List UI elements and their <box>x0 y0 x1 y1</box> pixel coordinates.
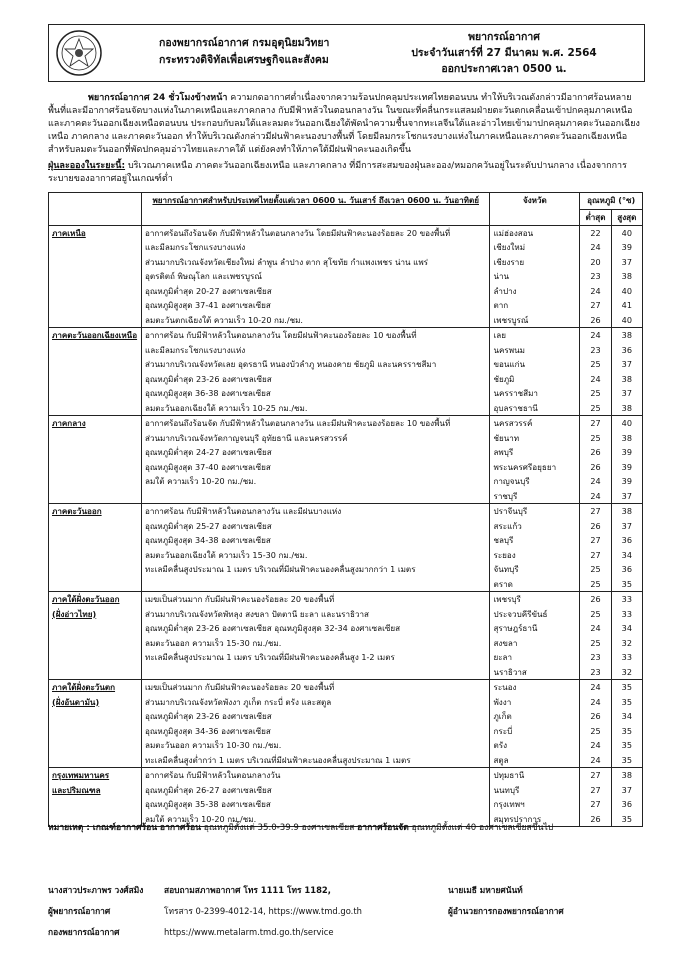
forecast-detail: ลมตะวันออกเฉียงใต้ ความเร็ว 10-25 กม./ชม. <box>142 401 490 416</box>
forecaster-division: กองพยากรณ์อากาศ <box>48 927 120 937</box>
contact-info <box>164 880 362 943</box>
province-name: สงขลา <box>490 636 580 651</box>
document-title: พยากรณ์อากาศ <box>468 31 540 43</box>
table-row <box>49 695 643 710</box>
forecast-detail: ส่วนมากบริเวณจังหวัดพัทลุง สงขลา ปัตตานี ยะลา และนราธิวาส <box>142 607 490 622</box>
forecast-detail: อุณหภูมิสูงสุด 34-38 องศาเซลเซียส <box>142 533 490 548</box>
province-name: สมุทรปราการ <box>490 812 580 827</box>
table-row <box>49 607 643 622</box>
province-name: กาญจนบุรี <box>490 474 580 489</box>
forecast-detail: อุณหภูมิสูงสุด 34-36 องศาเซลเซียส <box>142 724 490 739</box>
forecast-detail: อุณหภูมิต่ำสุด 23-26 องศาเซลเซียส อุณหภูมิสูงสุด 32-34 องศาเซลเซียส <box>142 621 490 636</box>
province-name: ประจวบคีรีขันธ์ <box>490 607 580 622</box>
high-temp: 40 <box>611 225 642 240</box>
forecast-detail: อากาศร้อน กับมีฟ้าหลัวในตอนกลางวัน โดยมีฝนฟ้าคะนองร้อยละ 10 ของพื้นที่ <box>142 328 490 343</box>
issue-date: ประจำวันเสาร์ที่ 27 มีนาคม พ.ศ. 2564 <box>411 47 597 59</box>
high-temp: 39 <box>611 445 642 460</box>
high-temp: 40 <box>611 284 642 299</box>
region-name: ภาคเหนือ <box>52 227 86 238</box>
contact-service-link[interactable]: https://www.metalarm.tmd.go.th/service <box>164 927 334 937</box>
table-row <box>49 548 643 563</box>
low-temp: 23 <box>580 650 611 665</box>
org-line-2: กระทรวงดิจิทัลเพื่อเศรษฐกิจและสังคม <box>159 54 329 66</box>
forecast-detail: อากาศร้อน กับมีฟ้าหลัวในตอนกลางวัน <box>142 768 490 783</box>
director-signature <box>448 880 564 922</box>
hot-label: อากาศร้อน <box>159 823 202 833</box>
low-temp: 25 <box>580 577 611 592</box>
low-temp: 24 <box>580 284 611 299</box>
low-temp: 25 <box>580 562 611 577</box>
dust-warning-text: บริเวณภาคเหนือ ภาคตะวันออกเฉียงเหนือ และภาคกลาง ที่มีการสะสมของฝุ่นละออง/หมอกควันอยู่ในระดับปานกลาง เนื่องจากการระบายของอากาศอยู่ในเกณฑ์ต่ำ <box>48 161 627 184</box>
forecaster-signature <box>48 880 143 943</box>
forecast-detail: อุณหภูมิสูงสุด 37-40 องศาเซลเซียส <box>142 460 490 475</box>
high-temp: 38 <box>611 504 642 519</box>
issue-info <box>404 29 604 77</box>
province-name: เลย <box>490 328 580 343</box>
low-temp: 23 <box>580 269 611 284</box>
low-temp: 26 <box>580 812 611 827</box>
high-temp: 36 <box>611 533 642 548</box>
high-temp: 33 <box>611 592 642 607</box>
region-name: กรุงเทพมหานคร <box>52 770 110 780</box>
table-row <box>49 753 643 768</box>
high-temp: 37 <box>611 489 642 504</box>
temperature-criteria-note <box>48 822 645 834</box>
table-row <box>49 636 643 651</box>
high-temp: 38 <box>611 269 642 284</box>
table-row <box>49 650 643 665</box>
high-temp: 34 <box>611 709 642 724</box>
table-row <box>49 577 643 592</box>
region-name: และปริมณฑล <box>52 784 101 795</box>
province-name: นครพนม <box>490 343 580 358</box>
low-temp: 27 <box>580 504 611 519</box>
very-hot-label: อากาศร้อนจัด <box>357 823 409 833</box>
low-temp: 24 <box>580 240 611 255</box>
high-temp: 35 <box>611 812 642 827</box>
contact-fax-website[interactable]: โทรสาร 0-2399-4012-14, https://www.tmd.go.th <box>164 906 362 916</box>
forecast-detail: อุณหภูมิสูงสุด 35-38 องศาเซลเซียส <box>142 797 490 812</box>
low-temp: 25 <box>580 401 611 416</box>
org-line-1: กองพยากรณ์อากาศ กรมอุตุนิยมวิทยา <box>159 37 330 49</box>
high-temp: 39 <box>611 240 642 255</box>
high-temp: 33 <box>611 650 642 665</box>
forecast-detail: และมีลมกระโชกแรงบางแห่ง <box>142 343 490 358</box>
table-row <box>49 284 643 299</box>
province-name: กรุงเทพฯ <box>490 797 580 812</box>
temperature-header: อุณหภูมิ (°ซ) <box>580 193 643 210</box>
high-temp: 37 <box>611 783 642 798</box>
province-name: แม่ฮ่องสอน <box>490 225 580 240</box>
table-row <box>49 562 643 577</box>
province-name: นครสวรรค์ <box>490 416 580 431</box>
low-temp: 22 <box>580 225 611 240</box>
high-temp: 38 <box>611 372 642 387</box>
table-row <box>49 357 643 372</box>
forecast-detail: เมฆเป็นส่วนมาก กับมีฝนฟ้าคะนองร้อยละ 20 ของพื้นที่ <box>142 592 490 607</box>
forecast-detail: อุณหภูมิต่ำสุด 25-27 องศาเซลเซียส <box>142 519 490 534</box>
table-row <box>49 372 643 387</box>
forecast-detail: อุตรดิตถ์ พิษณุโลก และเพชรบูรณ์ <box>142 269 490 284</box>
low-temp: 25 <box>580 386 611 401</box>
low-temp: 20 <box>580 255 611 270</box>
high-temp: 40 <box>611 416 642 431</box>
forecast-detail: อุณหภูมิสูงสุด 37-41 องศาเซลเซียส <box>142 298 490 313</box>
high-temp: 33 <box>611 607 642 622</box>
regional-forecast-table <box>48 192 643 827</box>
forecast-detail: เมฆเป็นส่วนมาก กับมีฝนฟ้าคะนองร้อยละ 20 ของพื้นที่ <box>142 680 490 695</box>
low-temp: 26 <box>580 592 611 607</box>
forecast-detail: ส่วนมากบริเวณจังหวัดเชียงใหม่ ลำพูน ลำปาง ตาก สุโขทัย กำแพงเพชร น่าน แพร่ <box>142 255 490 270</box>
table-row <box>49 386 643 401</box>
table-row <box>49 240 643 255</box>
note-label: หมายเหตุ : เกณฑ์อากาศร้อน <box>48 823 158 833</box>
low-temp: 24 <box>580 680 611 695</box>
province-name: ตาก <box>490 298 580 313</box>
high-temp: 38 <box>611 431 642 446</box>
high-temp: 34 <box>611 548 642 563</box>
forecast-detail: ทะเลมีคลื่นสูงประมาณ 1 เมตร บริเวณที่มีฝนฟ้าคะนองคลื่นสูงมากกว่า 1 เมตร <box>142 562 490 577</box>
table-row <box>49 621 643 636</box>
table-row <box>49 269 643 284</box>
province-name: ตราด <box>490 577 580 592</box>
forecast-detail: ทะเลมีคลื่นสูงต่ำกว่า 1 เมตร บริเวณที่มีฝนฟ้าคะนองคลื่นสูงประมาณ 1 เมตร <box>142 753 490 768</box>
low-temp: 25 <box>580 724 611 739</box>
province-name: ภูเก็ต <box>490 709 580 724</box>
table-row <box>49 328 643 343</box>
low-temp: 25 <box>580 636 611 651</box>
low-temp: 24 <box>580 695 611 710</box>
forecast-detail: อากาศร้อนถึงร้อนจัด กับมีฟ้าหลัวในตอนกลางวัน โดยมีฝนฟ้าคะนองร้อยละ 20 ของพื้นที่ <box>142 225 490 240</box>
high-temp: 37 <box>611 519 642 534</box>
table-row <box>49 416 643 431</box>
forecast-detail <box>142 489 490 504</box>
low-temp: 24 <box>580 738 611 753</box>
table-row <box>49 445 643 460</box>
low-temp: 23 <box>580 343 611 358</box>
high-temp: 32 <box>611 636 642 651</box>
province-name: พระนครศรีอยุธยา <box>490 460 580 475</box>
province-name: นราธิวาส <box>490 665 580 680</box>
province-name: ยะลา <box>490 650 580 665</box>
director-name: นายเมธี มหายศนันท์ <box>448 885 523 895</box>
table-row <box>49 783 643 798</box>
low-temp: 24 <box>580 489 611 504</box>
forecast-detail: อุณหภูมิต่ำสุด 26-27 องศาเซลเซียส <box>142 783 490 798</box>
forecast-detail: ลมตะวันตกเฉียงใต้ ความเร็ว 10-20 กม./ชม. <box>142 313 490 328</box>
forecast-table-body <box>49 225 643 827</box>
forecast-detail: และมีลมกระโชกแรงบางแห่ง <box>142 240 490 255</box>
high-temp: 36 <box>611 343 642 358</box>
high-temp: 37 <box>611 386 642 401</box>
dust-warning <box>48 160 645 186</box>
high-temp: 39 <box>611 474 642 489</box>
province-name: สตูล <box>490 753 580 768</box>
high-temp: 34 <box>611 621 642 636</box>
table-row <box>49 474 643 489</box>
low-temp: 24 <box>580 328 611 343</box>
forecaster-name: นางสาวประภาพร วงศ์สมิง <box>48 885 144 895</box>
province-name: เพชรบูรณ์ <box>490 313 580 328</box>
low-temp: 26 <box>580 313 611 328</box>
province-name: สุราษฎร์ธานี <box>490 621 580 636</box>
region-name: ภาคตะวันออก <box>52 506 102 516</box>
province-name: ชัยนาท <box>490 431 580 446</box>
table-row <box>49 504 643 519</box>
province-name: เชียงใหม่ <box>490 240 580 255</box>
low-temp: 25 <box>580 607 611 622</box>
high-temp: 37 <box>611 357 642 372</box>
high-temp: 38 <box>611 768 642 783</box>
forecast-detail: ทะเลมีคลื่นสูงประมาณ 1 เมตร บริเวณที่มีฝนฟ้าคะนองคลื่นสูง 1-2 เมตร <box>142 650 490 665</box>
forecast-detail: ลมตะวันออก ความเร็ว 15-30 กม./ชม. <box>142 636 490 651</box>
low-temp: 24 <box>580 372 611 387</box>
province-name: ระนอง <box>490 680 580 695</box>
document-header <box>48 24 645 82</box>
province-header: จังหวัด <box>490 193 580 210</box>
forecast-detail: อากาศร้อน กับมีฟ้าหลัวในตอนกลางวัน และมีฝนบางแห่ง <box>142 504 490 519</box>
low-temp: 27 <box>580 548 611 563</box>
region-name: (ฝั่งอ่าวไทย) <box>52 608 97 619</box>
organization-name <box>159 35 329 69</box>
province-name: กระบี่ <box>490 724 580 739</box>
director-role: ผู้อำนวยการกองพยากรณ์อากาศ <box>448 906 564 916</box>
low-temp: 24 <box>580 474 611 489</box>
table-row <box>49 489 643 504</box>
high-temp: 35 <box>611 753 642 768</box>
province-name: สระแก้ว <box>490 519 580 534</box>
forecast-detail: อุณหภูมิต่ำสุด 24-27 องศาเซลเซียส <box>142 445 490 460</box>
high-temp: 36 <box>611 797 642 812</box>
table-heading: พยากรณ์อากาศสำหรับประเทศไทยตั้งแต่เวลา 0600 น. วันเสาร์ ถึงเวลา 0600 น. วันอาทิตย์ <box>142 193 490 210</box>
low-temp: 23 <box>580 665 611 680</box>
table-row <box>49 768 643 783</box>
low-temp: 24 <box>580 621 611 636</box>
table-row <box>49 665 643 680</box>
high-temp: 35 <box>611 738 642 753</box>
table-row <box>49 533 643 548</box>
low-temp: 25 <box>580 357 611 372</box>
low-temp: 24 <box>580 753 611 768</box>
forecast-detail <box>142 577 490 592</box>
table-row <box>49 343 643 358</box>
low-temp: 27 <box>580 298 611 313</box>
table-row <box>49 738 643 753</box>
low-temp-header: ต่ำสุด <box>580 210 611 226</box>
table-row <box>49 298 643 313</box>
forecast-detail: ลมใต้ ความเร็ว 10-20 กม./ชม. <box>142 474 490 489</box>
low-temp: 27 <box>580 783 611 798</box>
region-name: ภาคใต้ฝั่งตะวันออก <box>52 594 120 604</box>
high-temp: 35 <box>611 577 642 592</box>
province-name: ตรัง <box>490 738 580 753</box>
forecast-detail: ลมตะวันออก ความเร็ว 10-30 กม./ชม. <box>142 738 490 753</box>
province-name: เชียงราย <box>490 255 580 270</box>
high-temp: 32 <box>611 665 642 680</box>
very-hot-criteria: อุณหภูมิตั้งแต่ 40 องศาเซลเซียสขึ้นไป <box>411 823 554 833</box>
forecast-detail: อุณหภูมิต่ำสุด 23-26 องศาเซลเซียส <box>142 372 490 387</box>
forecast-detail <box>142 665 490 680</box>
table-row <box>49 797 643 812</box>
high-temp: 38 <box>611 401 642 416</box>
table-row <box>49 401 643 416</box>
high-temp: 35 <box>611 724 642 739</box>
low-temp: 26 <box>580 445 611 460</box>
province-name: ชลบุรี <box>490 533 580 548</box>
forecast-detail: ลมตะวันออกเฉียงใต้ ความเร็ว 15-30 กม./ชม. <box>142 548 490 563</box>
table-row <box>49 225 643 240</box>
summary-label: พยากรณ์อากาศ 24 ชั่วโมงข้างหน้า <box>88 93 228 103</box>
table-row <box>49 709 643 724</box>
forecast-detail: ส่วนมากบริเวณจังหวัดพังงา ภูเก็ต กระบี่ ตรัง และสตูล <box>142 695 490 710</box>
province-name: น่าน <box>490 269 580 284</box>
department-emblem-icon <box>55 29 103 77</box>
table-row <box>49 460 643 475</box>
high-temp: 35 <box>611 680 642 695</box>
low-temp: 27 <box>580 416 611 431</box>
table-row <box>49 724 643 739</box>
forecast-detail: อุณหภูมิต่ำสุด 23-26 องศาเซลเซียส <box>142 709 490 724</box>
low-temp: 26 <box>580 709 611 724</box>
table-row <box>49 680 643 695</box>
province-name: ลำปาง <box>490 284 580 299</box>
province-name: อุบลราชธานี <box>490 401 580 416</box>
low-temp: 27 <box>580 768 611 783</box>
province-name: จันทบุรี <box>490 562 580 577</box>
issue-time: ออกประกาศเวลา 0500 น. <box>441 63 567 75</box>
province-name: นครราชสีมา <box>490 386 580 401</box>
region-name: (ฝั่งอันดามัน) <box>52 696 100 707</box>
high-temp: 37 <box>611 255 642 270</box>
high-temp: 35 <box>611 695 642 710</box>
province-name: ชัยภูมิ <box>490 372 580 387</box>
province-name: ระยอง <box>490 548 580 563</box>
forecast-detail: อุณหภูมิสูงสุด 36-38 องศาเซลเซียส <box>142 386 490 401</box>
high-temp-header: สูงสุด <box>611 210 642 226</box>
forecast-detail: อุณหภูมิต่ำสุด 20-27 องศาเซลเซียส <box>142 284 490 299</box>
forecast-detail: อากาศร้อนถึงร้อนจัด กับมีฟ้าหลัวในตอนกลางวัน และมีฝนฟ้าคะนองร้อยละ 10 ของพื้นที่ <box>142 416 490 431</box>
region-name: ภาคใต้ฝั่งตะวันตก <box>52 682 116 692</box>
province-name: ลพบุรี <box>490 445 580 460</box>
low-temp: 26 <box>580 519 611 534</box>
region-name: ภาคกลาง <box>52 418 86 428</box>
table-row <box>49 519 643 534</box>
hot-criteria: อุณหภูมิตั้งแต่ 35.0-39.9 องศาเซลเซียส <box>203 823 355 833</box>
low-temp: 26 <box>580 460 611 475</box>
province-name: ขอนแก่น <box>490 357 580 372</box>
high-temp: 36 <box>611 562 642 577</box>
province-name: นนทบุรี <box>490 783 580 798</box>
table-row <box>49 255 643 270</box>
province-name: ปทุมธานี <box>490 768 580 783</box>
high-temp: 38 <box>611 328 642 343</box>
high-temp: 39 <box>611 460 642 475</box>
forecaster-role: ผู้พยากรณ์อากาศ <box>48 906 111 916</box>
province-name: ปราจีนบุรี <box>490 504 580 519</box>
summary-text: ความกดอากาศต่ำเนื่องจากความร้อนปกคลุมประเทศไทยตอนบน ทำให้บริเวณดังกล่าวมีอากาศร้อนหลายพื้นที่และมีอากาศร้อนจัดบางแห่งในภาคเหนือและภาคกลาง กับมีฟ้าหลัวในตอนกลางวัน ในขณะที่คลื่นกระแสลมฝ่ายตะวันตกเคลื่อนเข้าปกคลุมภาคเหนือและภาคตะวันออกเฉียงเหนือตอนบน ประกอบกับลมใต้และลมตะวันออกเฉียงใต้พัดนำความชื้นจากทะเลจีนใต้และอ่าวไทยเข้ามาปกคลุมภาคตะวันออกเฉียงเหนือ ภาคกลาง และภาคตะวันออก ทำให้บริเวณดังกล่าวมีฝนฟ้าคะนองบางพื้นที่ โดยมีลมกระโชกแรงบางแห่งในภาคเหนือและภาคตะวันออกเฉียงเหนือ สำหรับลมตะวันออกที่พัดปกคลุมอ่าวไทยและภาคใต้ แต่ยังคงทำให้ภาคใต้มีฝนฟ้าคะนองเกิดขึ้น <box>48 93 640 155</box>
forecast-detail: ส่วนมากบริเวณจังหวัดกาญจนบุรี อุทัยธานี และนครสวรรค์ <box>142 431 490 446</box>
table-row <box>49 313 643 328</box>
high-temp: 40 <box>611 313 642 328</box>
low-temp: 27 <box>580 533 611 548</box>
dust-warning-label: ฝุ่นละอองในระยะนี้: <box>48 161 126 171</box>
contact-phone: สอบถามสภาพอากาศ โทร 1111 โทร 1182, <box>164 885 331 895</box>
forecast-detail: ส่วนมากบริเวณจังหวัดเลย อุดรธานี หนองบัวลำภู หนองคาย ชัยภูมิ และนครราชสีมา <box>142 357 490 372</box>
table-row <box>49 431 643 446</box>
table-row <box>49 592 643 607</box>
high-temp: 41 <box>611 298 642 313</box>
forecast-summary <box>48 92 645 157</box>
low-temp: 27 <box>580 797 611 812</box>
province-name: พังงา <box>490 695 580 710</box>
region-name: ภาคตะวันออกเฉียงเหนือ <box>52 330 138 340</box>
low-temp: 25 <box>580 431 611 446</box>
forecast-detail: ลมใต้ ความเร็ว 10-20 กม./ชม. <box>142 812 490 827</box>
province-name: เพชรบุรี <box>490 592 580 607</box>
province-name: ราชบุรี <box>490 489 580 504</box>
